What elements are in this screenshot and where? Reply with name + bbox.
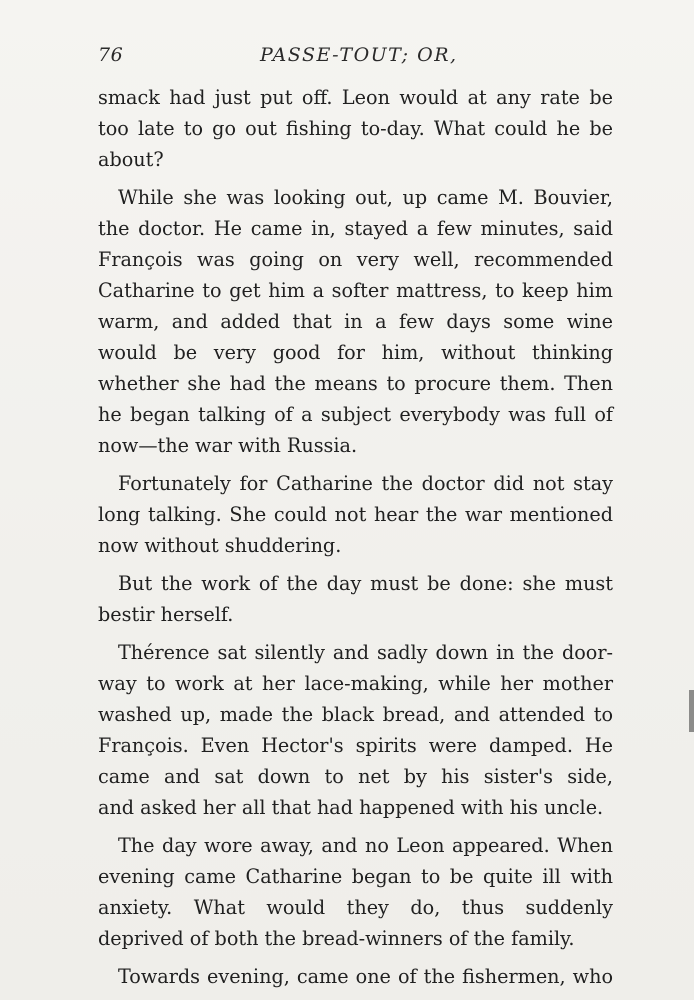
text-line: François was going on very well, recommended [98, 248, 613, 271]
page-number: 76 [98, 44, 124, 66]
text-line: deprived of both the bread-winners of the family. [98, 927, 575, 950]
paragraph [98, 568, 613, 630]
text-line: would be very good for him, without thinking [98, 341, 613, 364]
text-line: the doctor. He came in, stayed a few minutes, said [98, 217, 613, 240]
text-line: now without shuddering. [98, 534, 342, 557]
text-line: evening came Catharine began to be quite ill with [98, 865, 613, 888]
page-header [96, 44, 616, 76]
text-line: The day wore away, and no Leon appeared. When [118, 834, 613, 857]
paragraph [98, 637, 613, 823]
text-line: and asked her all that had happened with his uncle. [98, 796, 604, 819]
text-line: he began talking of a subject everybody was full of [98, 403, 613, 426]
paragraph [98, 468, 613, 561]
text-line: now—the war with Russia. [98, 434, 358, 457]
text-line: Towards evening, came one of the fishermen, who [118, 965, 613, 988]
text-line: too late to go out fishing to-day. What could he be [98, 117, 613, 140]
text-line: came and sat down to net by his sister's side, [98, 765, 613, 788]
paragraph [98, 82, 613, 175]
text-line: way to work at her lace-making, while her mother [98, 672, 613, 695]
text-line: warm, and added that in a few days some wine [98, 310, 613, 333]
running-head: PASSE-TOUT; OR, [260, 44, 458, 66]
text-line: Thérence sat silently and sadly down in the door- [118, 641, 613, 664]
text-line: whether she had the means to procure them. Then [98, 372, 613, 395]
text-line: But the work of the day must be done: she must [118, 572, 613, 595]
text-line: washed up, made the black bread, and attended to [98, 703, 613, 726]
text-line: anxiety. What would they do, thus suddenly [98, 896, 613, 919]
paragraph [98, 830, 613, 954]
text-line: Catharine to get him a softer mattress, to keep him [98, 279, 613, 302]
paragraph [98, 182, 613, 461]
text-line: long talking. She could not hear the war mentioned [98, 503, 613, 526]
text-line: smack had just put off. Leon would at any rate be [98, 86, 613, 109]
text-line: about? [98, 148, 164, 171]
text-line: While she was looking out, up came M. Bouvier, [118, 186, 613, 209]
text-line: bestir herself. [98, 603, 234, 626]
edge-mark [689, 690, 694, 732]
paragraph [98, 961, 613, 992]
text-line: François. Even Hector's spirits were damped. He [98, 734, 613, 757]
text-line: Fortunately for Catharine the doctor did not stay [118, 472, 613, 495]
body-text [98, 82, 613, 999]
